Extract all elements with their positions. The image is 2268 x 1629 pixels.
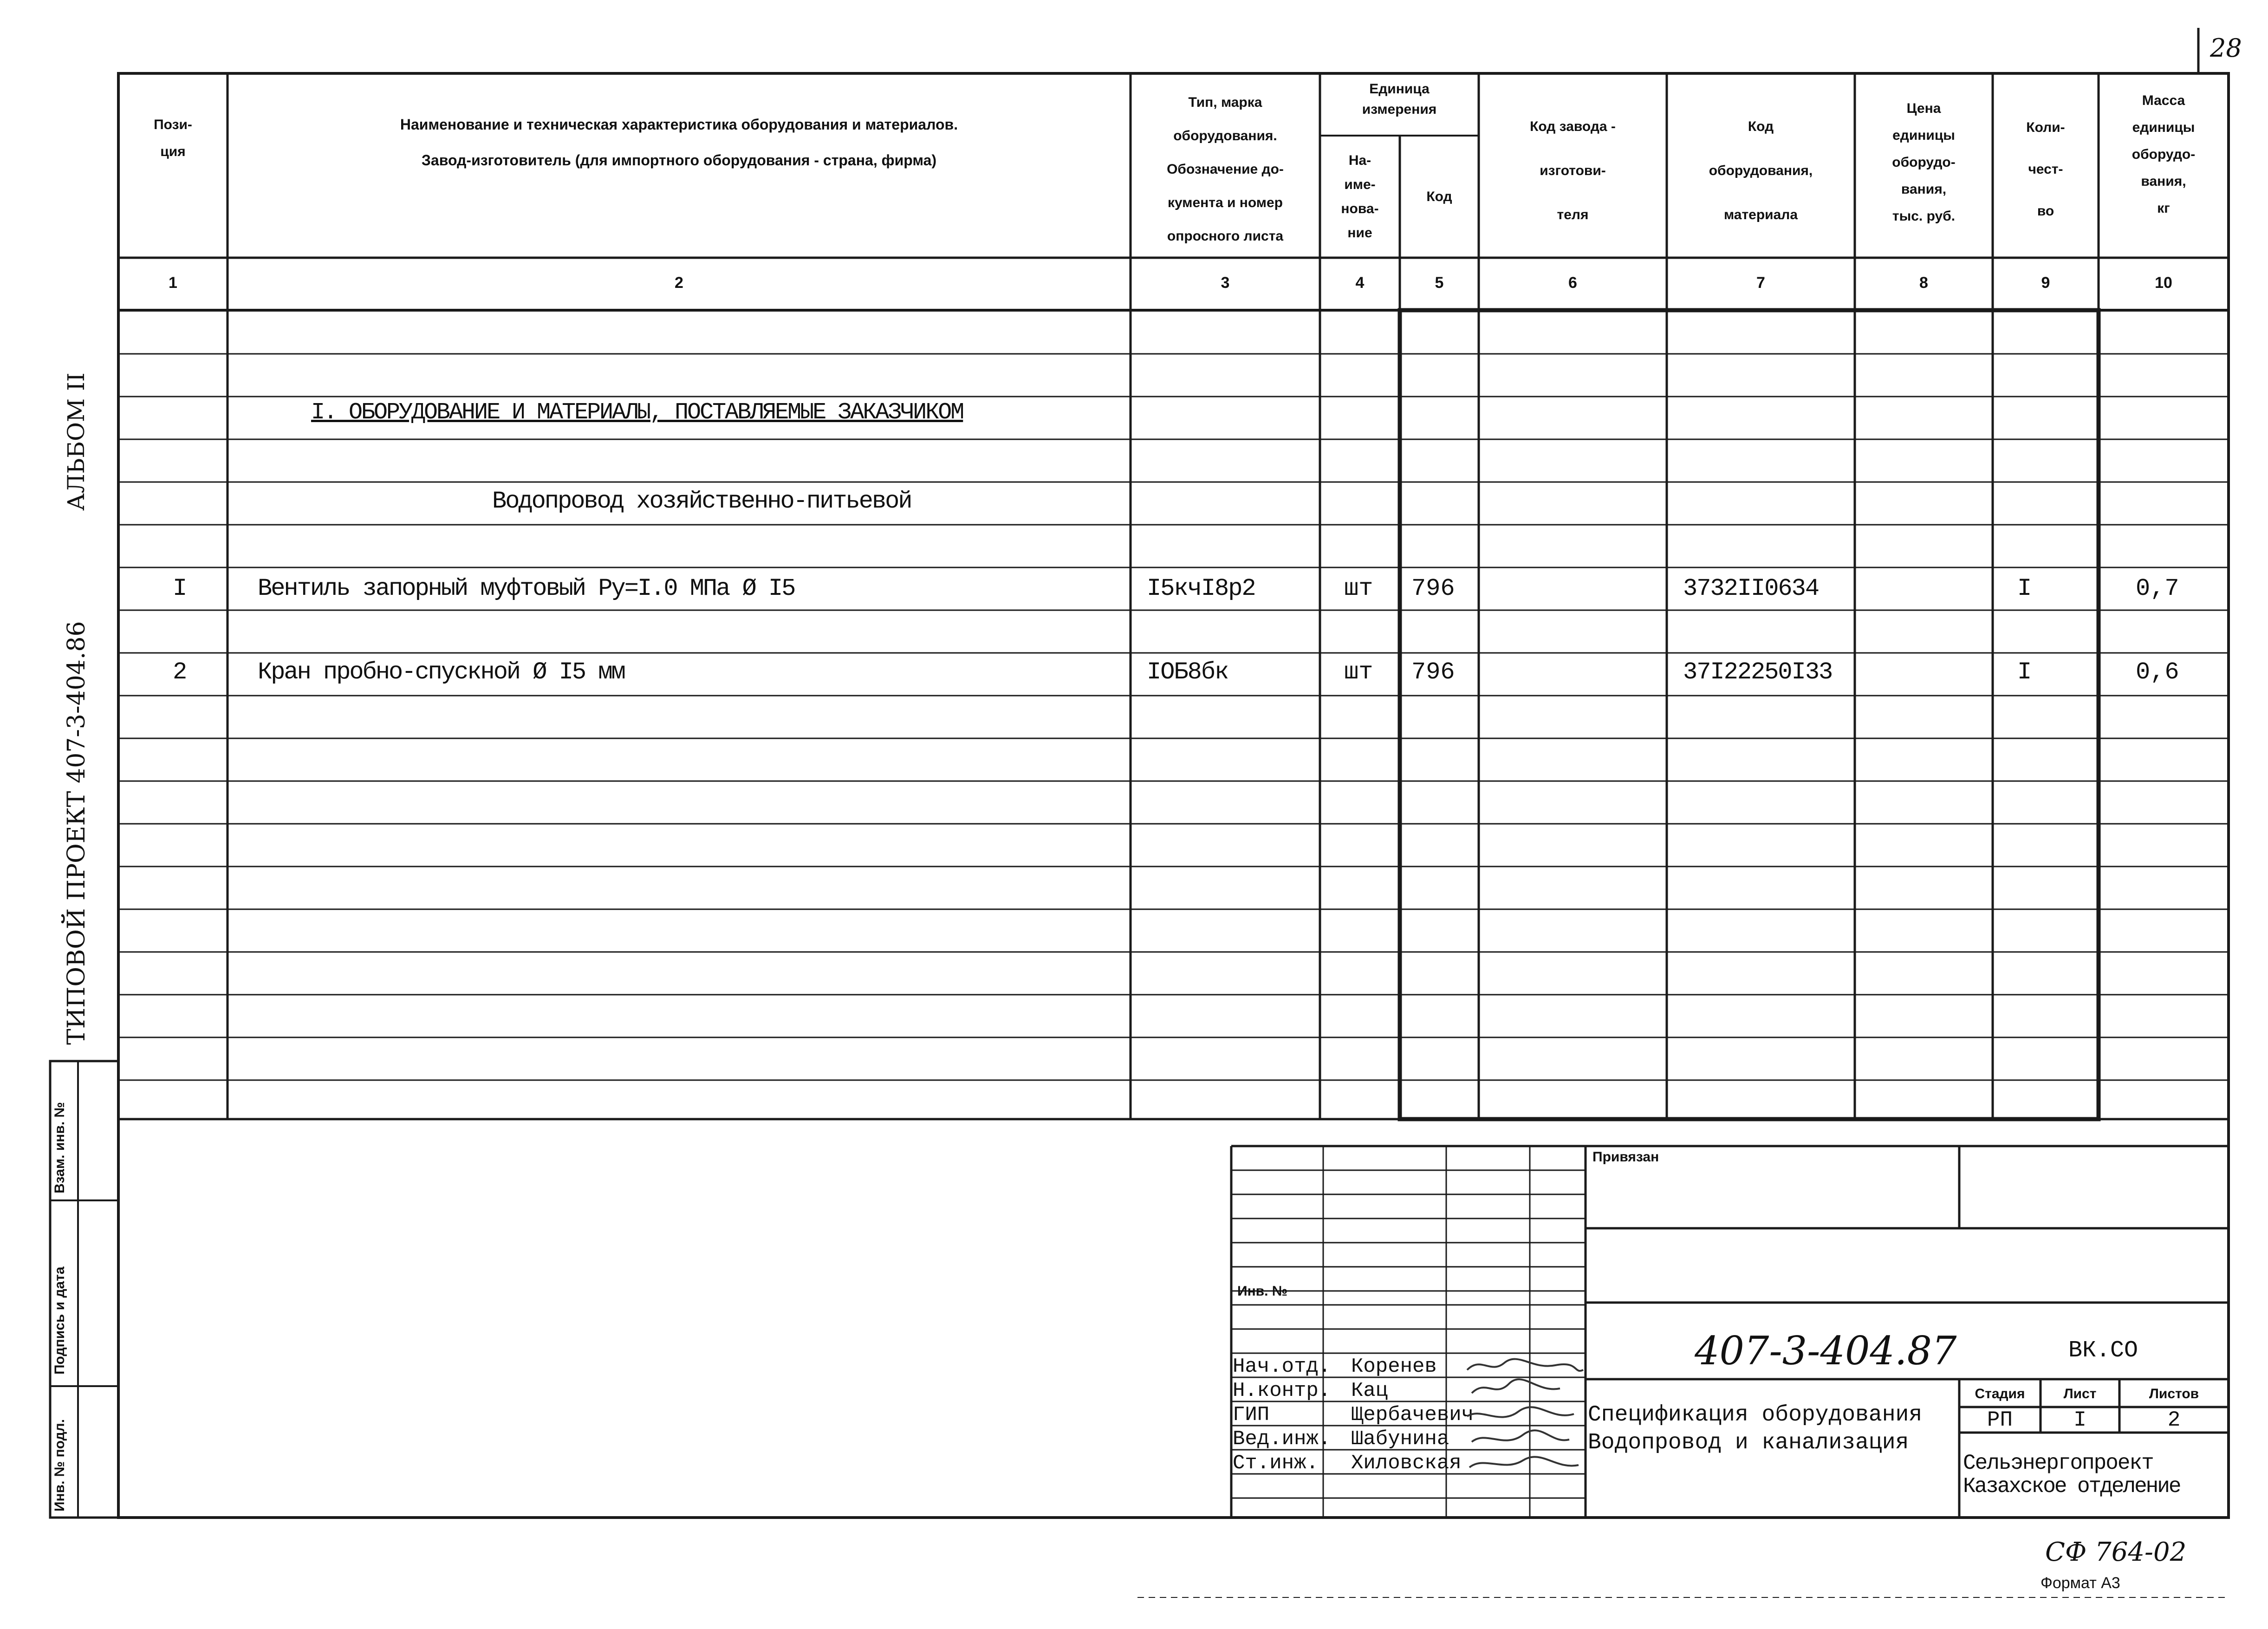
album-label: АЛЬБОМ II [63,372,90,511]
doc-code: 407-3-404.87 [1695,1328,1957,1374]
staff-name: Кац [1351,1379,1388,1402]
sheets-value: 2 [2167,1408,2181,1432]
row-unit: шт [1344,575,1373,602]
column-number: 9 [2041,274,2050,292]
stage-label: Стадия [1975,1386,2025,1401]
row-type: IОБ8бк [1147,658,1228,686]
staff-role: Нач.отд. [1233,1355,1331,1378]
format-label: Формат А3 [2041,1574,2120,1592]
staff-role: Н.контр. [1233,1379,1331,1402]
header-name-line2: Завод-изготовитель (для импортного оборудования - страна, фирма) [421,152,937,169]
header-equip-code: Код оборудования, материала [1709,119,1813,222]
stage-value: РП [1987,1408,2013,1432]
corner-sheet-number: 28 [2210,33,2242,63]
header-unit-code: Код [1426,189,1452,204]
sheet-label: Лист [2063,1386,2097,1401]
header-price: Цена единицы оборудо- вания, тыс. руб. [1892,101,1956,224]
row-name: Вентиль запорный муфтовый Ру=I.0 МПа Ø I5 [258,575,795,602]
staff-role: Ст.инж. [1233,1452,1319,1475]
column-number: 3 [1221,274,1230,292]
row-unit-code: 796 [1411,658,1455,686]
staff-name: Шабунина [1351,1427,1449,1451]
header-factory-code: Код завода - изготови- теля [1530,119,1616,222]
row-unit-code: 796 [1411,575,1455,602]
signatures-icon [1462,1356,1588,1495]
row-unit: шт [1344,658,1373,686]
row-position: 2 [173,658,188,686]
podpis-data-label: Подпись и дата [52,1266,67,1375]
staff-role: ГИП [1233,1403,1270,1427]
doc-title-line1: Спецификация оборудования [1588,1402,1923,1427]
privyazan-label: Привязан [1592,1149,1659,1165]
column-number: 2 [675,274,683,292]
org-line1: Сельэнергопроект [1963,1451,2153,1475]
header-name-line1: Наименование и техническая характеристика оборудования и материалов. [400,116,958,133]
column-number: 7 [1756,274,1765,292]
header-qty: Коли- чест- во [2026,120,2065,219]
column-number: 10 [2155,274,2172,292]
header-unit-group: Единица измерения [1362,81,1437,117]
sheets-label: Листов [2149,1386,2199,1401]
doc-title-line2: Водопровод и канализация [1588,1430,1909,1455]
row-type: I5кчI8р2 [1147,575,1255,602]
header-position: Пози- ция [154,117,192,159]
inv-no-label: Инв. № [1237,1284,1288,1299]
row-mass: 0,7 [2136,575,2179,602]
vzam-inv-label: Взам. инв. № [52,1102,67,1193]
row-equip-code: 37I22250I33 [1683,658,1833,686]
staff-name: Хиловская [1351,1452,1462,1475]
row-position: I [173,575,188,602]
doc-mark: ВК.СО [2068,1337,2138,1364]
inv-podl-label: Инв. № подл. [52,1419,67,1512]
column-number: 5 [1435,274,1444,292]
staff-name: Щербачевич [1351,1403,1474,1427]
row-equip-code: 3732II0634 [1683,575,1819,602]
staff-name: Коренев [1351,1355,1437,1378]
org-line2: Казахское отделение [1963,1474,2180,1499]
row-qty: I [2017,575,2032,602]
column-number: 4 [1355,274,1365,292]
row-name: Кран пробно-спускной Ø I5 мм [258,658,624,686]
handwritten-code: СФ 764-02 [2045,1537,2187,1567]
header-name [227,116,1131,169]
row-mass: 0,6 [2136,658,2179,686]
section-title: I. ОБОРУДОВАНИЕ И МАТЕРИАЛЫ, ПОСТАВЛЯЕМЫЕ ЗАКАЗЧИКОМ [311,399,963,426]
header-unit-name: На- име- нова- ние [1341,153,1379,241]
project-label: ТИПОВОЙ ПРОЕКТ 407-3-404.86 [63,621,91,1045]
header-type: Тип, марка оборудования. Обозначение до- кумента и номер опросного листа [1167,95,1284,244]
column-number: 6 [1568,274,1577,292]
staff-role: Вед.инж. [1233,1427,1331,1451]
subsection-title: Водопровод хозяйственно-питьевой [492,488,911,515]
column-number: 1 [169,274,177,292]
sheet-value: I [2073,1408,2086,1432]
column-number: 8 [1919,274,1928,292]
row-qty: I [2017,658,2032,686]
header-mass: Масса единицы оборудо- вания, кг [2132,93,2196,216]
